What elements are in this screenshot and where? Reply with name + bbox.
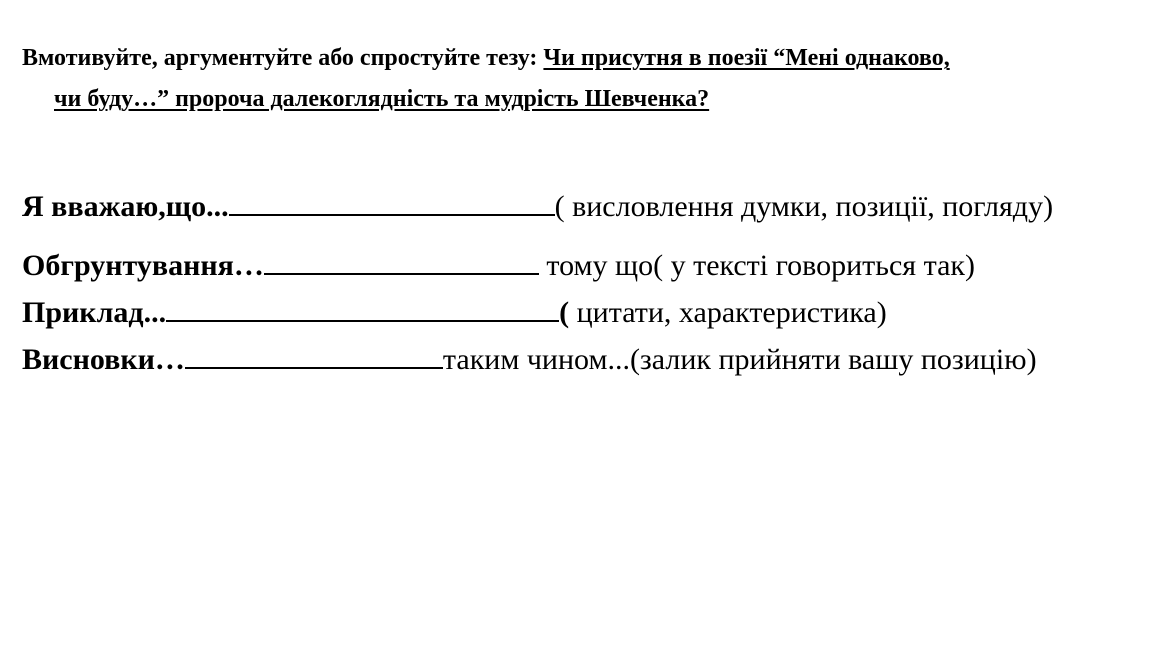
thesis-line-1: Чи присутня в поезії “Мені однаково, [543, 45, 950, 71]
task-prompt: Вмотивуйте, аргументуйте або спростуйте тезу: [22, 45, 544, 71]
opinion-blank[interactable] [229, 192, 555, 216]
conclusion-hint: таким чином...(залик прийняти вашу позицію) [442, 343, 1037, 376]
opinion-row [22, 189, 1053, 225]
example-blank[interactable] [166, 298, 559, 322]
example-row [22, 295, 887, 331]
justification-hint: тому що( у тексті говориться так) [538, 249, 975, 282]
example-open-paren: ( [559, 296, 570, 329]
conclusion-label: Висновки… [22, 343, 185, 376]
thesis-line-2: чи буду…” пророча далекоглядність та мудрість Шевченка? [54, 86, 710, 112]
opinion-hint: ( висловлення думки, позиції, погляду) [554, 190, 1054, 223]
example-hint: цитати, характеристика) [569, 296, 887, 329]
conclusion-blank[interactable] [185, 345, 443, 369]
opinion-label: Я вважаю,що... [22, 190, 229, 223]
task-statement [22, 38, 1162, 120]
example-label: Приклад... [22, 296, 167, 329]
justification-label: Обгрунтування… [22, 249, 264, 282]
justification-blank[interactable] [264, 251, 539, 275]
conclusion-row [22, 342, 1037, 378]
justification-row [22, 248, 975, 284]
